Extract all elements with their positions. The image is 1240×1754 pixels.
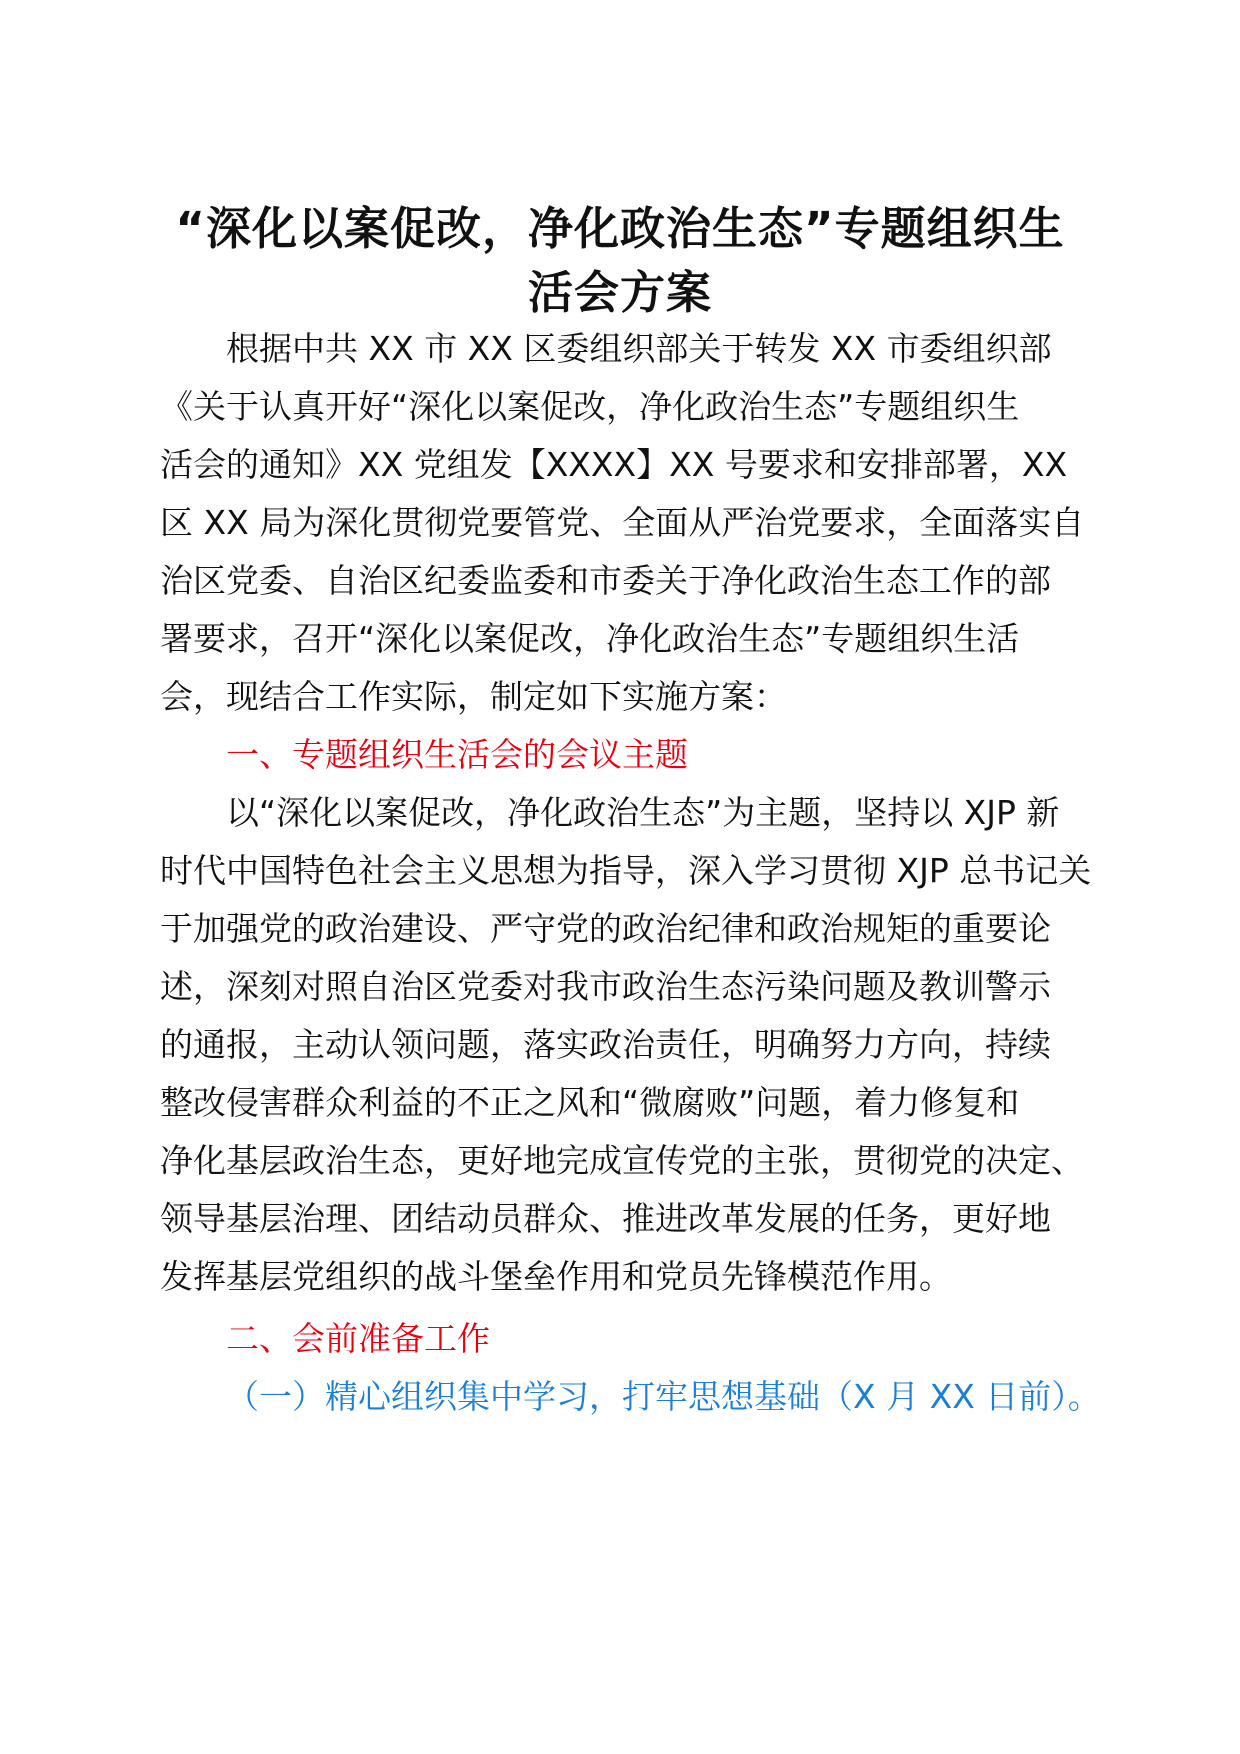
intro-paragraph-line-3: 活会的通知》XX 党组发【XXXX】XX 号要求和安排部署，XX: [160, 445, 1068, 484]
intro-paragraph-line-7: 会，现结合工作实际，制定如下实施方案：: [160, 677, 787, 716]
theme-paragraph-line-4: 述，深刻对照自治区党委对我市政治生态污染问题及教训警示: [160, 967, 1051, 1006]
theme-paragraph-line-9: 发挥基层党组织的战斗堡垒作用和党员先锋模范作用。: [160, 1257, 952, 1296]
theme-paragraph-line-3: 于加强党的政治建设、严守党的政治纪律和政治规矩的重要论: [160, 909, 1051, 948]
subsection-heading-1: （一）精心组织集中学习，打牢思想基础（X 月 XX 日前）。: [226, 1377, 1101, 1416]
theme-paragraph-line-6: 整改侵害群众利益的不正之风和“微腐败”问题，着力修复和: [160, 1083, 1020, 1122]
intro-paragraph-line-5: 治区党委、自治区纪委监委和市委关于净化政治生态工作的部: [160, 561, 1051, 600]
intro-paragraph-line-2: 《关于认真开好“深化以案促改，净化政治生态”专题组织生: [160, 387, 1020, 426]
theme-paragraph-line-8: 领导基层治理、团结动员群众、推进改革发展的任务，更好地: [160, 1199, 1051, 1238]
intro-paragraph-line-6: 署要求，召开“深化以案促改，净化政治生态”专题组织生活: [160, 619, 1020, 658]
theme-paragraph-line-1: 以“深化以案促改，净化政治生态”为主题，坚持以 XJP 新: [226, 793, 1060, 832]
theme-paragraph-line-2: 时代中国特色社会主义思想为指导，深入学习贯彻 XJP 总书记关: [160, 851, 1092, 890]
theme-paragraph-line-7: 净化基层政治生态，更好地完成宣传党的主张，贯彻党的决定、: [160, 1141, 1084, 1180]
document-title-line-2: 活会方案: [527, 266, 712, 319]
theme-paragraph-line-5: 的通报，主动认领问题，落实政治责任，明确努力方向，持续: [160, 1025, 1051, 1064]
intro-paragraph-line-4: 区 XX 局为深化贯彻党要管党、全面从严治党要求，全面落实自: [160, 503, 1085, 542]
section-heading-1: 一、专题组织生活会的会议主题: [226, 735, 688, 774]
document-title-line-1: “深化以案促改，净化政治生态”专题组织生: [175, 202, 1065, 255]
section-heading-2: 二、会前准备工作: [226, 1319, 490, 1358]
intro-paragraph-line-1: 根据中共 XX 市 XX 区委组织部关于转发 XX 市委组织部: [226, 329, 1052, 368]
